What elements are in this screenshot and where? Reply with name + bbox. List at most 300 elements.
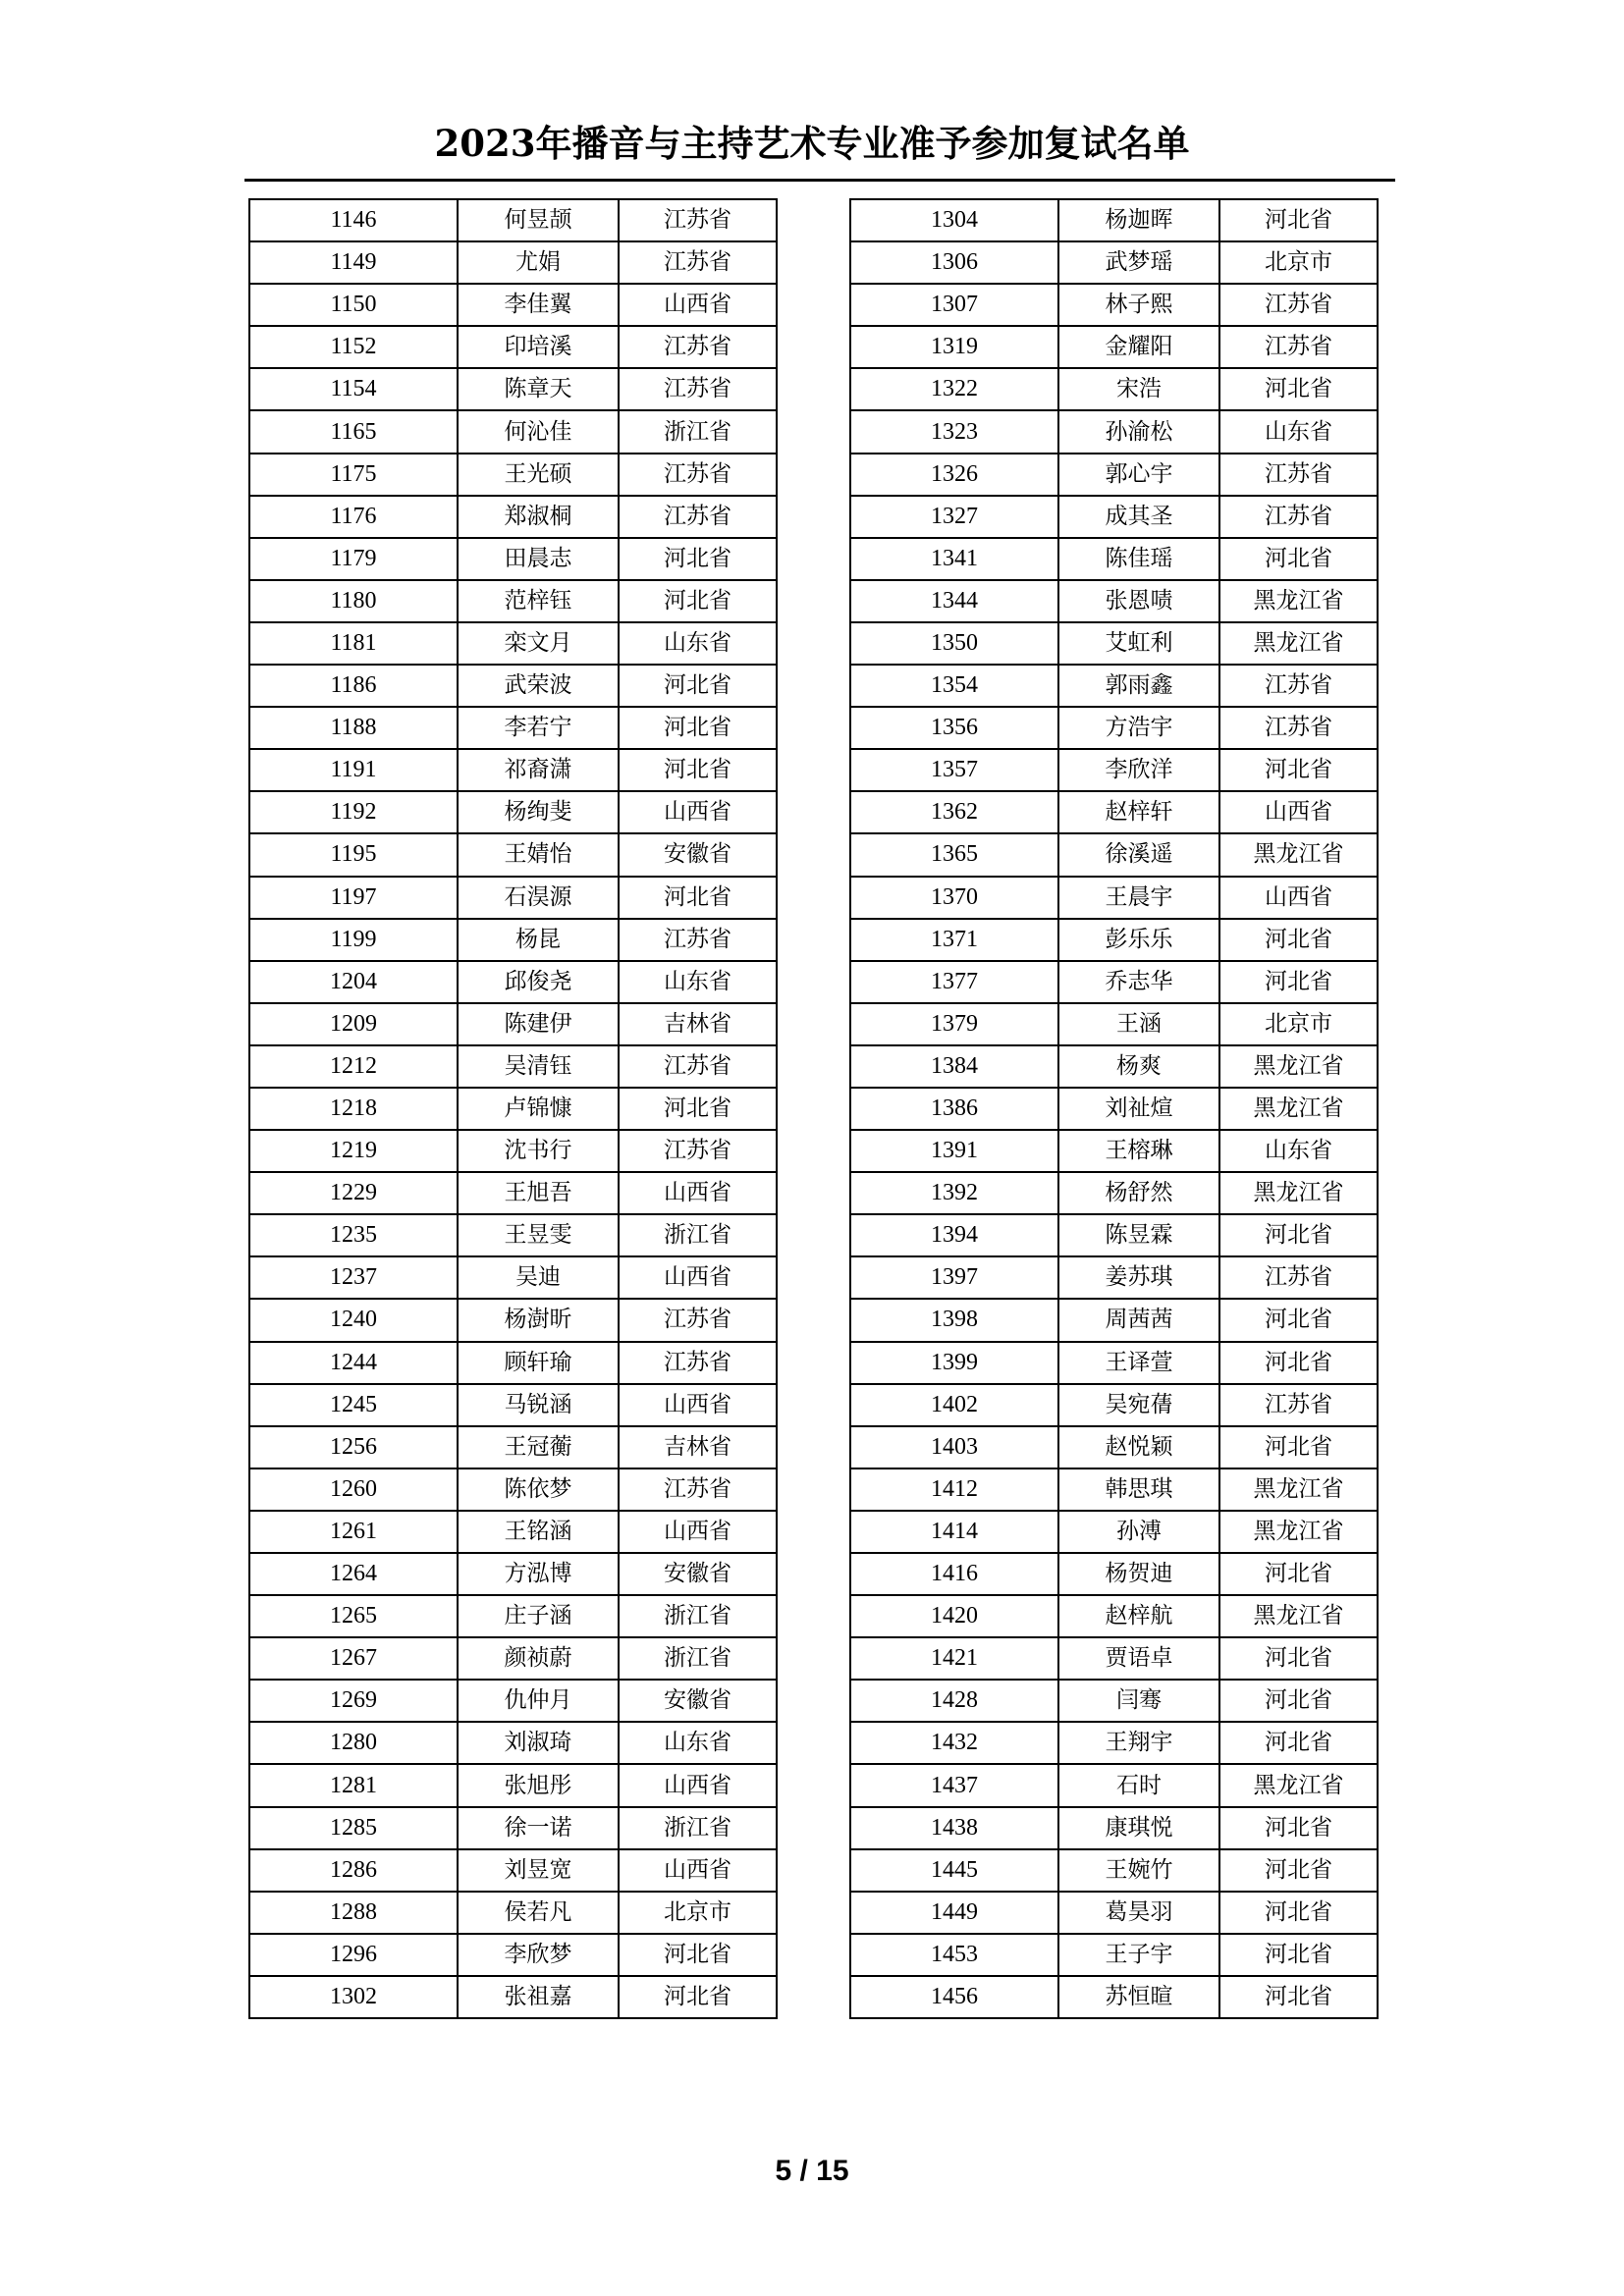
candidate-name-cell: 侯若凡 — [458, 1892, 619, 1934]
table-row — [850, 326, 1378, 368]
candidate-id-cell: 1403 — [850, 1426, 1058, 1468]
candidate-id-cell: 1152 — [249, 326, 458, 368]
table-row — [850, 199, 1378, 241]
table-row — [249, 241, 777, 284]
candidate-name-cell: 苏恒暄 — [1058, 1976, 1219, 2018]
candidate-id-cell: 1391 — [850, 1130, 1058, 1172]
candidate-name-cell: 王昱雯 — [458, 1214, 619, 1256]
province-cell: 安徽省 — [619, 833, 777, 876]
table-row — [249, 1764, 777, 1806]
table-row — [850, 1934, 1378, 1976]
candidate-id-cell: 1218 — [249, 1088, 458, 1130]
candidate-id-cell: 1267 — [249, 1637, 458, 1680]
province-cell: 黑龙江省 — [1219, 1172, 1378, 1214]
candidate-name-cell: 田晨志 — [458, 538, 619, 580]
candidate-name-cell: 陈建伊 — [458, 1003, 619, 1045]
candidate-name-cell: 石时 — [1058, 1764, 1219, 1806]
candidate-id-cell: 1445 — [850, 1849, 1058, 1892]
province-cell: 河北省 — [1219, 1722, 1378, 1764]
candidate-name-cell: 杨迦晖 — [1058, 199, 1219, 241]
table-row — [850, 1256, 1378, 1299]
candidate-name-cell: 赵悦颖 — [1058, 1426, 1219, 1468]
candidate-name-cell: 贾语卓 — [1058, 1637, 1219, 1680]
candidate-id-cell: 1195 — [249, 833, 458, 876]
table-row — [249, 1299, 777, 1341]
province-cell: 浙江省 — [619, 1637, 777, 1680]
candidate-id-cell: 1286 — [249, 1849, 458, 1892]
candidate-id-cell: 1180 — [249, 580, 458, 622]
candidate-id-cell: 1362 — [850, 791, 1058, 833]
province-cell: 浙江省 — [619, 1214, 777, 1256]
table-row — [850, 1680, 1378, 1722]
table-row — [850, 622, 1378, 665]
candidate-name-cell: 刘淑琦 — [458, 1722, 619, 1764]
candidate-name-cell: 武梦瑶 — [1058, 241, 1219, 284]
candidate-id-cell: 1288 — [249, 1892, 458, 1934]
candidate-id-cell: 1386 — [850, 1088, 1058, 1130]
table-row — [249, 1468, 777, 1511]
candidate-name-cell: 杨舒然 — [1058, 1172, 1219, 1214]
table-row — [850, 1342, 1378, 1384]
province-cell: 河北省 — [1219, 1214, 1378, 1256]
candidate-id-cell: 1181 — [249, 622, 458, 665]
candidate-name-cell: 王子宇 — [1058, 1934, 1219, 1976]
table-row — [850, 538, 1378, 580]
candidate-id-cell: 1235 — [249, 1214, 458, 1256]
candidate-name-cell: 李欣梦 — [458, 1934, 619, 1976]
table-row — [850, 1299, 1378, 1341]
province-cell: 江苏省 — [619, 199, 777, 241]
table-row — [249, 961, 777, 1003]
candidate-name-cell: 陈章天 — [458, 368, 619, 410]
candidate-id-cell: 1237 — [249, 1256, 458, 1299]
candidate-name-cell: 刘昱宽 — [458, 1849, 619, 1892]
province-cell: 山西省 — [1219, 791, 1378, 833]
table-row — [249, 368, 777, 410]
province-cell: 江苏省 — [619, 368, 777, 410]
table-row — [850, 877, 1378, 919]
candidate-name-cell: 康琪悦 — [1058, 1807, 1219, 1849]
candidate-name-cell: 陈佳瑶 — [1058, 538, 1219, 580]
table-row — [249, 1172, 777, 1214]
province-cell: 江苏省 — [619, 919, 777, 961]
candidate-name-cell: 卢锦慷 — [458, 1088, 619, 1130]
table-row — [249, 1849, 777, 1892]
province-cell: 河北省 — [1219, 1892, 1378, 1934]
title-rule — [244, 179, 1395, 182]
table-row — [850, 791, 1378, 833]
candidate-name-cell: 邱俊尧 — [458, 961, 619, 1003]
candidate-id-cell: 1356 — [850, 707, 1058, 749]
table-row — [249, 496, 777, 538]
province-cell: 北京市 — [1219, 241, 1378, 284]
candidate-name-cell: 王榕琳 — [1058, 1130, 1219, 1172]
province-cell: 江苏省 — [1219, 454, 1378, 496]
province-cell: 山西省 — [619, 791, 777, 833]
candidate-name-cell: 王晨宇 — [1058, 877, 1219, 919]
province-cell: 河北省 — [1219, 961, 1378, 1003]
candidate-name-cell: 仇仲月 — [458, 1680, 619, 1722]
candidate-id-cell: 1365 — [850, 833, 1058, 876]
candidate-name-cell: 孙渝松 — [1058, 410, 1219, 453]
province-cell: 河北省 — [1219, 919, 1378, 961]
candidate-id-cell: 1384 — [850, 1045, 1058, 1088]
candidate-name-cell: 王婧怡 — [458, 833, 619, 876]
table-row — [249, 1511, 777, 1553]
province-cell: 江苏省 — [619, 241, 777, 284]
province-cell: 山东省 — [619, 1722, 777, 1764]
table-row — [249, 1553, 777, 1595]
table-row — [850, 368, 1378, 410]
table-row — [850, 1214, 1378, 1256]
table-row — [249, 1342, 777, 1384]
candidate-name-cell: 马锐涵 — [458, 1384, 619, 1426]
province-cell: 江苏省 — [1219, 496, 1378, 538]
candidate-name-cell: 杨贺迪 — [1058, 1553, 1219, 1595]
table-row — [850, 1003, 1378, 1045]
candidate-id-cell: 1428 — [850, 1680, 1058, 1722]
candidate-name-cell: 颜祯蔚 — [458, 1637, 619, 1680]
candidate-name-cell: 宋浩 — [1058, 368, 1219, 410]
table-row — [850, 1637, 1378, 1680]
candidate-id-cell: 1146 — [249, 199, 458, 241]
candidate-id-cell: 1456 — [850, 1976, 1058, 2018]
candidate-id-cell: 1280 — [249, 1722, 458, 1764]
candidate-name-cell: 庄子涵 — [458, 1595, 619, 1637]
province-cell: 河北省 — [619, 1088, 777, 1130]
table-row — [249, 749, 777, 791]
province-cell: 河北省 — [1219, 1680, 1378, 1722]
candidate-id-cell: 1397 — [850, 1256, 1058, 1299]
table-row — [850, 1384, 1378, 1426]
candidate-name-cell: 沈书行 — [458, 1130, 619, 1172]
province-cell: 河北省 — [619, 1934, 777, 1976]
candidate-name-cell: 林子熙 — [1058, 284, 1219, 326]
page-number: 5 / 15 — [775, 2155, 849, 2187]
province-cell: 黑龙江省 — [1219, 1764, 1378, 1806]
table-row — [249, 1384, 777, 1426]
candidate-name-cell: 徐溪遥 — [1058, 833, 1219, 876]
candidate-name-cell: 王铭涵 — [458, 1511, 619, 1553]
province-cell: 山西省 — [619, 1384, 777, 1426]
province-cell: 黑龙江省 — [1219, 1595, 1378, 1637]
table-row — [850, 961, 1378, 1003]
candidate-id-cell: 1412 — [850, 1468, 1058, 1511]
candidate-name-cell: 赵梓航 — [1058, 1595, 1219, 1637]
table-row — [850, 454, 1378, 496]
candidate-name-cell: 赵梓轩 — [1058, 791, 1219, 833]
table-row — [850, 1807, 1378, 1849]
table-row — [249, 877, 777, 919]
province-cell: 河北省 — [1219, 1976, 1378, 2018]
table-row — [249, 791, 777, 833]
roster-table-right — [849, 198, 1379, 2019]
province-cell: 江苏省 — [619, 1045, 777, 1088]
candidate-name-cell: 杨绚斐 — [458, 791, 619, 833]
province-cell: 江苏省 — [1219, 284, 1378, 326]
candidate-id-cell: 1402 — [850, 1384, 1058, 1426]
table-row — [850, 410, 1378, 453]
candidate-name-cell: 方泓博 — [458, 1553, 619, 1595]
candidate-id-cell: 1327 — [850, 496, 1058, 538]
candidate-name-cell: 闫骞 — [1058, 1680, 1219, 1722]
province-cell: 河北省 — [1219, 1299, 1378, 1341]
province-cell: 江苏省 — [619, 1342, 777, 1384]
province-cell: 江苏省 — [619, 1468, 777, 1511]
candidate-name-cell: 石淏源 — [458, 877, 619, 919]
province-cell: 山西省 — [619, 1764, 777, 1806]
province-cell: 黑龙江省 — [1219, 1468, 1378, 1511]
province-cell: 山东省 — [1219, 410, 1378, 453]
candidate-id-cell: 1264 — [249, 1553, 458, 1595]
province-cell: 江苏省 — [1219, 1384, 1378, 1426]
province-cell: 浙江省 — [619, 410, 777, 453]
table-row — [850, 1764, 1378, 1806]
province-cell: 山东省 — [619, 622, 777, 665]
table-row — [249, 1934, 777, 1976]
candidate-id-cell: 1307 — [850, 284, 1058, 326]
province-cell: 山西省 — [619, 1849, 777, 1892]
candidate-name-cell: 李欣洋 — [1058, 749, 1219, 791]
province-cell: 江苏省 — [1219, 665, 1378, 707]
candidate-id-cell: 1306 — [850, 241, 1058, 284]
province-cell: 黑龙江省 — [1219, 1511, 1378, 1553]
province-cell: 河北省 — [619, 749, 777, 791]
candidate-id-cell: 1354 — [850, 665, 1058, 707]
candidate-id-cell: 1421 — [850, 1637, 1058, 1680]
table-row — [249, 454, 777, 496]
province-cell: 山西省 — [619, 284, 777, 326]
candidate-id-cell: 1453 — [850, 1934, 1058, 1976]
candidate-name-cell: 方浩宇 — [1058, 707, 1219, 749]
candidate-id-cell: 1192 — [249, 791, 458, 833]
province-cell: 黑龙江省 — [1219, 1045, 1378, 1088]
candidate-name-cell: 吴清钰 — [458, 1045, 619, 1088]
candidate-name-cell: 郭雨鑫 — [1058, 665, 1219, 707]
table-row — [850, 1595, 1378, 1637]
candidate-id-cell: 1377 — [850, 961, 1058, 1003]
candidate-id-cell: 1229 — [249, 1172, 458, 1214]
table-row — [850, 496, 1378, 538]
candidate-id-cell: 1260 — [249, 1468, 458, 1511]
candidate-name-cell: 郭心宇 — [1058, 454, 1219, 496]
candidate-id-cell: 1302 — [249, 1976, 458, 2018]
table-row — [850, 1426, 1378, 1468]
candidate-id-cell: 1420 — [850, 1595, 1058, 1637]
candidate-name-cell: 栾文月 — [458, 622, 619, 665]
candidate-name-cell: 彭乐乐 — [1058, 919, 1219, 961]
candidate-id-cell: 1399 — [850, 1342, 1058, 1384]
table-row — [850, 580, 1378, 622]
roster-table-right-body — [850, 199, 1378, 2018]
province-cell: 山西省 — [1219, 877, 1378, 919]
candidate-id-cell: 1240 — [249, 1299, 458, 1341]
table-row — [249, 1976, 777, 2018]
table-row — [249, 1426, 777, 1468]
candidate-name-cell: 李若宁 — [458, 707, 619, 749]
table-row — [249, 580, 777, 622]
table-row — [850, 1468, 1378, 1511]
candidate-id-cell: 1326 — [850, 454, 1058, 496]
table-row — [249, 1807, 777, 1849]
candidate-id-cell: 1154 — [249, 368, 458, 410]
candidate-id-cell: 1414 — [850, 1511, 1058, 1553]
table-row — [850, 919, 1378, 961]
table-row — [850, 1088, 1378, 1130]
table-row — [850, 749, 1378, 791]
candidate-name-cell: 成其圣 — [1058, 496, 1219, 538]
province-cell: 河北省 — [1219, 1426, 1378, 1468]
candidate-id-cell: 1379 — [850, 1003, 1058, 1045]
candidate-id-cell: 1344 — [850, 580, 1058, 622]
candidate-id-cell: 1285 — [249, 1807, 458, 1849]
province-cell: 江苏省 — [619, 1299, 777, 1341]
candidate-name-cell: 王译萱 — [1058, 1342, 1219, 1384]
candidate-id-cell: 1281 — [249, 1764, 458, 1806]
table-row — [249, 665, 777, 707]
page-title: 2023年播音与主持艺术专业准予参加复试名单 — [434, 122, 1190, 165]
candidate-name-cell: 印培溪 — [458, 326, 619, 368]
table-row — [850, 833, 1378, 876]
province-cell: 山东省 — [1219, 1130, 1378, 1172]
candidate-name-cell: 杨昆 — [458, 919, 619, 961]
candidate-id-cell: 1296 — [249, 1934, 458, 1976]
candidate-name-cell: 杨爽 — [1058, 1045, 1219, 1088]
candidate-name-cell: 徐一诺 — [458, 1807, 619, 1849]
candidate-name-cell: 刘祉煊 — [1058, 1088, 1219, 1130]
province-cell: 河北省 — [619, 707, 777, 749]
province-cell: 吉林省 — [619, 1426, 777, 1468]
candidate-id-cell: 1437 — [850, 1764, 1058, 1806]
table-row — [850, 1130, 1378, 1172]
province-cell: 河北省 — [1219, 199, 1378, 241]
table-row — [850, 284, 1378, 326]
candidate-id-cell: 1392 — [850, 1172, 1058, 1214]
candidate-id-cell: 1244 — [249, 1342, 458, 1384]
candidate-name-cell: 尤娟 — [458, 241, 619, 284]
table-row — [249, 1892, 777, 1934]
candidate-id-cell: 1350 — [850, 622, 1058, 665]
table-row — [249, 1256, 777, 1299]
candidate-id-cell: 1323 — [850, 410, 1058, 453]
candidate-name-cell: 金耀阳 — [1058, 326, 1219, 368]
candidate-name-cell: 张恩啧 — [1058, 580, 1219, 622]
province-cell: 安徽省 — [619, 1680, 777, 1722]
province-cell: 河北省 — [619, 665, 777, 707]
candidate-id-cell: 1304 — [850, 199, 1058, 241]
province-cell: 河北省 — [619, 877, 777, 919]
candidate-id-cell: 1394 — [850, 1214, 1058, 1256]
candidate-name-cell: 杨澍昕 — [458, 1299, 619, 1341]
table-row — [249, 1003, 777, 1045]
province-cell: 河北省 — [619, 1976, 777, 2018]
candidate-name-cell: 范梓钰 — [458, 580, 619, 622]
candidate-id-cell: 1438 — [850, 1807, 1058, 1849]
table-row — [850, 1511, 1378, 1553]
table-row — [850, 1553, 1378, 1595]
table-row — [249, 919, 777, 961]
table-row — [249, 1214, 777, 1256]
table-row — [249, 1637, 777, 1680]
province-cell: 江苏省 — [619, 1130, 777, 1172]
table-row — [249, 1130, 777, 1172]
candidate-id-cell: 1449 — [850, 1892, 1058, 1934]
table-row — [249, 326, 777, 368]
candidate-id-cell: 1165 — [249, 410, 458, 453]
province-cell: 黑龙江省 — [1219, 1088, 1378, 1130]
table-row — [850, 1976, 1378, 2018]
candidate-name-cell: 姜苏琪 — [1058, 1256, 1219, 1299]
candidate-name-cell: 王婉竹 — [1058, 1849, 1219, 1892]
table-row — [249, 1045, 777, 1088]
table-row — [249, 199, 777, 241]
candidate-id-cell: 1186 — [249, 665, 458, 707]
candidate-name-cell: 艾虹利 — [1058, 622, 1219, 665]
province-cell: 浙江省 — [619, 1807, 777, 1849]
candidate-id-cell: 1269 — [249, 1680, 458, 1722]
candidate-id-cell: 1219 — [249, 1130, 458, 1172]
table-row — [850, 241, 1378, 284]
candidate-id-cell: 1371 — [850, 919, 1058, 961]
province-cell: 山东省 — [619, 961, 777, 1003]
province-cell: 山西省 — [619, 1172, 777, 1214]
table-row — [249, 1088, 777, 1130]
candidate-name-cell: 乔志华 — [1058, 961, 1219, 1003]
province-cell: 山西省 — [619, 1256, 777, 1299]
candidate-id-cell: 1398 — [850, 1299, 1058, 1341]
candidate-id-cell: 1416 — [850, 1553, 1058, 1595]
table-row — [249, 538, 777, 580]
candidate-id-cell: 1150 — [249, 284, 458, 326]
province-cell: 河北省 — [1219, 1342, 1378, 1384]
table-row — [850, 665, 1378, 707]
province-cell: 山西省 — [619, 1511, 777, 1553]
candidate-id-cell: 1370 — [850, 877, 1058, 919]
candidate-name-cell: 韩思琪 — [1058, 1468, 1219, 1511]
candidate-id-cell: 1204 — [249, 961, 458, 1003]
table-row — [850, 1172, 1378, 1214]
table-row — [249, 410, 777, 453]
candidate-id-cell: 1179 — [249, 538, 458, 580]
province-cell: 江苏省 — [1219, 326, 1378, 368]
roster-table-left-body — [249, 199, 777, 2018]
province-cell: 河北省 — [619, 580, 777, 622]
province-cell: 江苏省 — [1219, 707, 1378, 749]
candidate-name-cell: 张祖嘉 — [458, 1976, 619, 2018]
candidate-id-cell: 1322 — [850, 368, 1058, 410]
candidate-id-cell: 1245 — [249, 1384, 458, 1426]
candidate-name-cell: 武荣波 — [458, 665, 619, 707]
candidate-id-cell: 1261 — [249, 1511, 458, 1553]
candidate-id-cell: 1176 — [249, 496, 458, 538]
candidate-name-cell: 陈昱霖 — [1058, 1214, 1219, 1256]
candidate-name-cell: 何昱颉 — [458, 199, 619, 241]
candidate-name-cell: 王光硕 — [458, 454, 619, 496]
candidate-name-cell: 顾轩瑜 — [458, 1342, 619, 1384]
province-cell: 安徽省 — [619, 1553, 777, 1595]
table-row — [249, 284, 777, 326]
province-cell: 河北省 — [1219, 1934, 1378, 1976]
candidate-name-cell: 王涵 — [1058, 1003, 1219, 1045]
table-row — [249, 1595, 777, 1637]
province-cell: 北京市 — [619, 1892, 777, 1934]
candidate-id-cell: 1265 — [249, 1595, 458, 1637]
candidate-id-cell: 1188 — [249, 707, 458, 749]
candidate-name-cell: 何沁佳 — [458, 410, 619, 453]
candidate-name-cell: 吴宛蒨 — [1058, 1384, 1219, 1426]
province-cell: 河北省 — [1219, 1849, 1378, 1892]
candidate-id-cell: 1212 — [249, 1045, 458, 1088]
